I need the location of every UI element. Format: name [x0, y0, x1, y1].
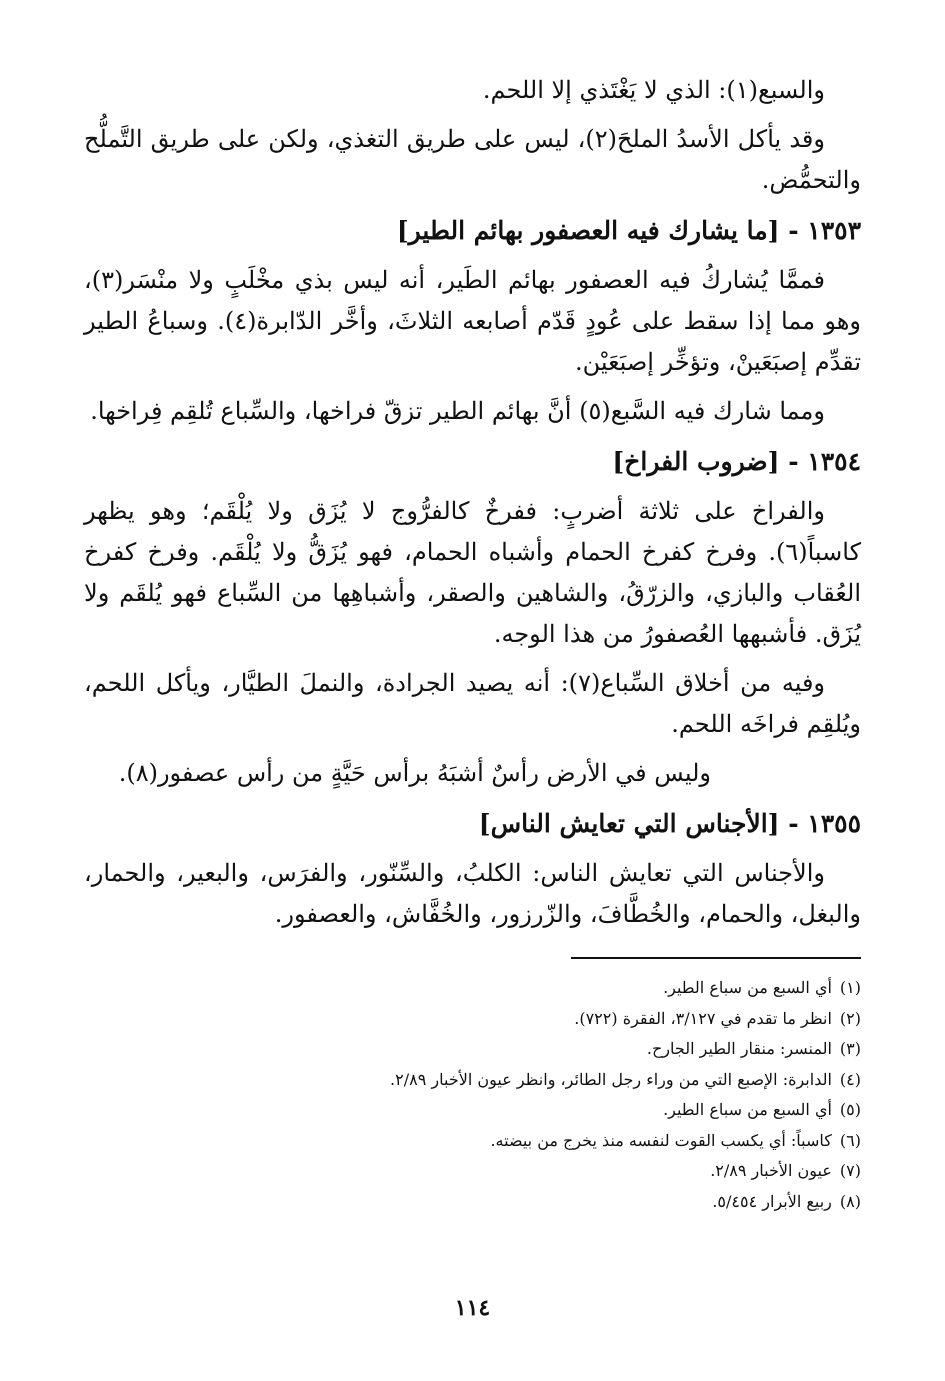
footnote — [84, 1156, 861, 1187]
section-heading-1355: ١٣٥٥ - [الأجناس التي تعايش الناس] — [478, 809, 861, 838]
page-number: ١١٤ — [454, 1295, 491, 1321]
footnote — [84, 973, 861, 1004]
footnote-number: (٥) — [839, 1100, 861, 1119]
section-heading-1353: ١٣٥٣ - [ما يشارك فيه العصفور بهائم الطير] — [396, 216, 861, 245]
footnote — [84, 1004, 861, 1035]
main-text — [84, 70, 861, 935]
footnote-number: (١) — [839, 978, 861, 997]
footnote — [84, 1065, 861, 1096]
footnote-text: الدابرة: الإصبع التي من وراء رجل الطائر، وانظر عيون الأخبار ٢/٨٩. — [390, 1069, 832, 1089]
footnote — [84, 1126, 861, 1157]
footnote-text: كاسباً: أي يكسب القوت لنفسه منذ يخرج من بيضته. — [490, 1130, 832, 1150]
footnotes — [84, 973, 861, 1217]
paragraph-4: ومما شارك فيه السَّبع(٥) أنَّ بهائم الطير تزقّ فراخها، والسِّباع تُلقِم فِراخها. — [90, 397, 825, 425]
footnote-divider — [571, 957, 861, 959]
footnote-text: انظر ما تقدم في ٣/١٢٧، الفقرة (٧٢٢). — [574, 1008, 832, 1028]
section-heading-1354: ١٣٥٤ - [ضروب الفراخ] — [612, 447, 861, 476]
paragraph-7: وليس في الأرض رأسٌ أشبَهُ برأس حَيَّةٍ من رأس عصفور(٨). — [118, 759, 711, 787]
footnote-number: (٤) — [839, 1069, 861, 1089]
paragraph-6: وفيه من أخلاق السِّباع(٧): أنه يصيد الجرادة، والنملَ الطيَّار، ويأكل اللحم، ويُلقِم فراخَه اللحم. — [84, 669, 861, 738]
footnote-number: (٦) — [839, 1130, 861, 1150]
footnote-number: (٧) — [839, 1161, 861, 1180]
footnote-text: المنسر: منقار الطير الجارح. — [646, 1039, 832, 1058]
footnote-number: (٢) — [839, 1008, 861, 1028]
paragraph-1: والسبع(١): الذي لا يَغْتَذي إلا اللحم. — [482, 76, 825, 104]
paragraph-2: وقد يأكل الأسدُ الملحَ(٢)، ليس على طريق التغذي، ولكن على طريق التَّملُّح والتحمُّض. — [84, 125, 861, 194]
footnote-text: عيون الأخبار ٢/٨٩. — [710, 1161, 832, 1180]
footnote — [84, 1187, 861, 1218]
paragraph-8: والأجناس التي تعايش الناس: الكلبُ، والسِّنّور، والفرَس، والبعير، والحمار، والبغل، والحمام، والخُطَّافَ، والزّرزور، والخُفَّاش، والعصفور. — [84, 859, 861, 928]
footnote-number: (٣) — [839, 1039, 861, 1058]
footnote-number: (٨) — [839, 1191, 861, 1211]
footnote-text: ربيع الأبرار ٥/٤٥٤. — [712, 1191, 832, 1211]
paragraph-5: والفراخ على ثلاثة أضربٍ: ففرخٌ كالفرُّوج لا يُزَق ولا يُلْقَم؛ وهو يظهر كاسباً(٦). وفرخ كفرخ الحمام وأشباه الحمام، فهو يُزَقُّ ولا يُلْقَم. وفرخ كفرخ العُقاب والبازي، والزرّقُ، والشاهين والصقر، وأشباهِها من السِّباع فهو يُلقَم ولا يُزَق. فأشبهها العُصفورُ من هذا الوجه. — [84, 497, 861, 648]
footnote — [84, 1095, 861, 1126]
paragraph-3: فممَّا يُشاركُ فيه العصفور بهائم الطَير، أنه ليس بذي مخْلَبٍ ولا منْسَر(٣)، وهو مما إذا سقط على عُودٍ قَدّم أصابعه الثلاثَ، وأخَّر الدّابرة(٤). وسباعُ الطير تقدِّم إصبَعَينْ، وتؤخِّر إصبَعَيْن. — [84, 266, 861, 376]
footnote-text: أي السبع من سباع الطير. — [663, 978, 832, 997]
footnote — [84, 1034, 861, 1065]
footnote-text: أي السبع من سباع الطير. — [663, 1100, 832, 1119]
